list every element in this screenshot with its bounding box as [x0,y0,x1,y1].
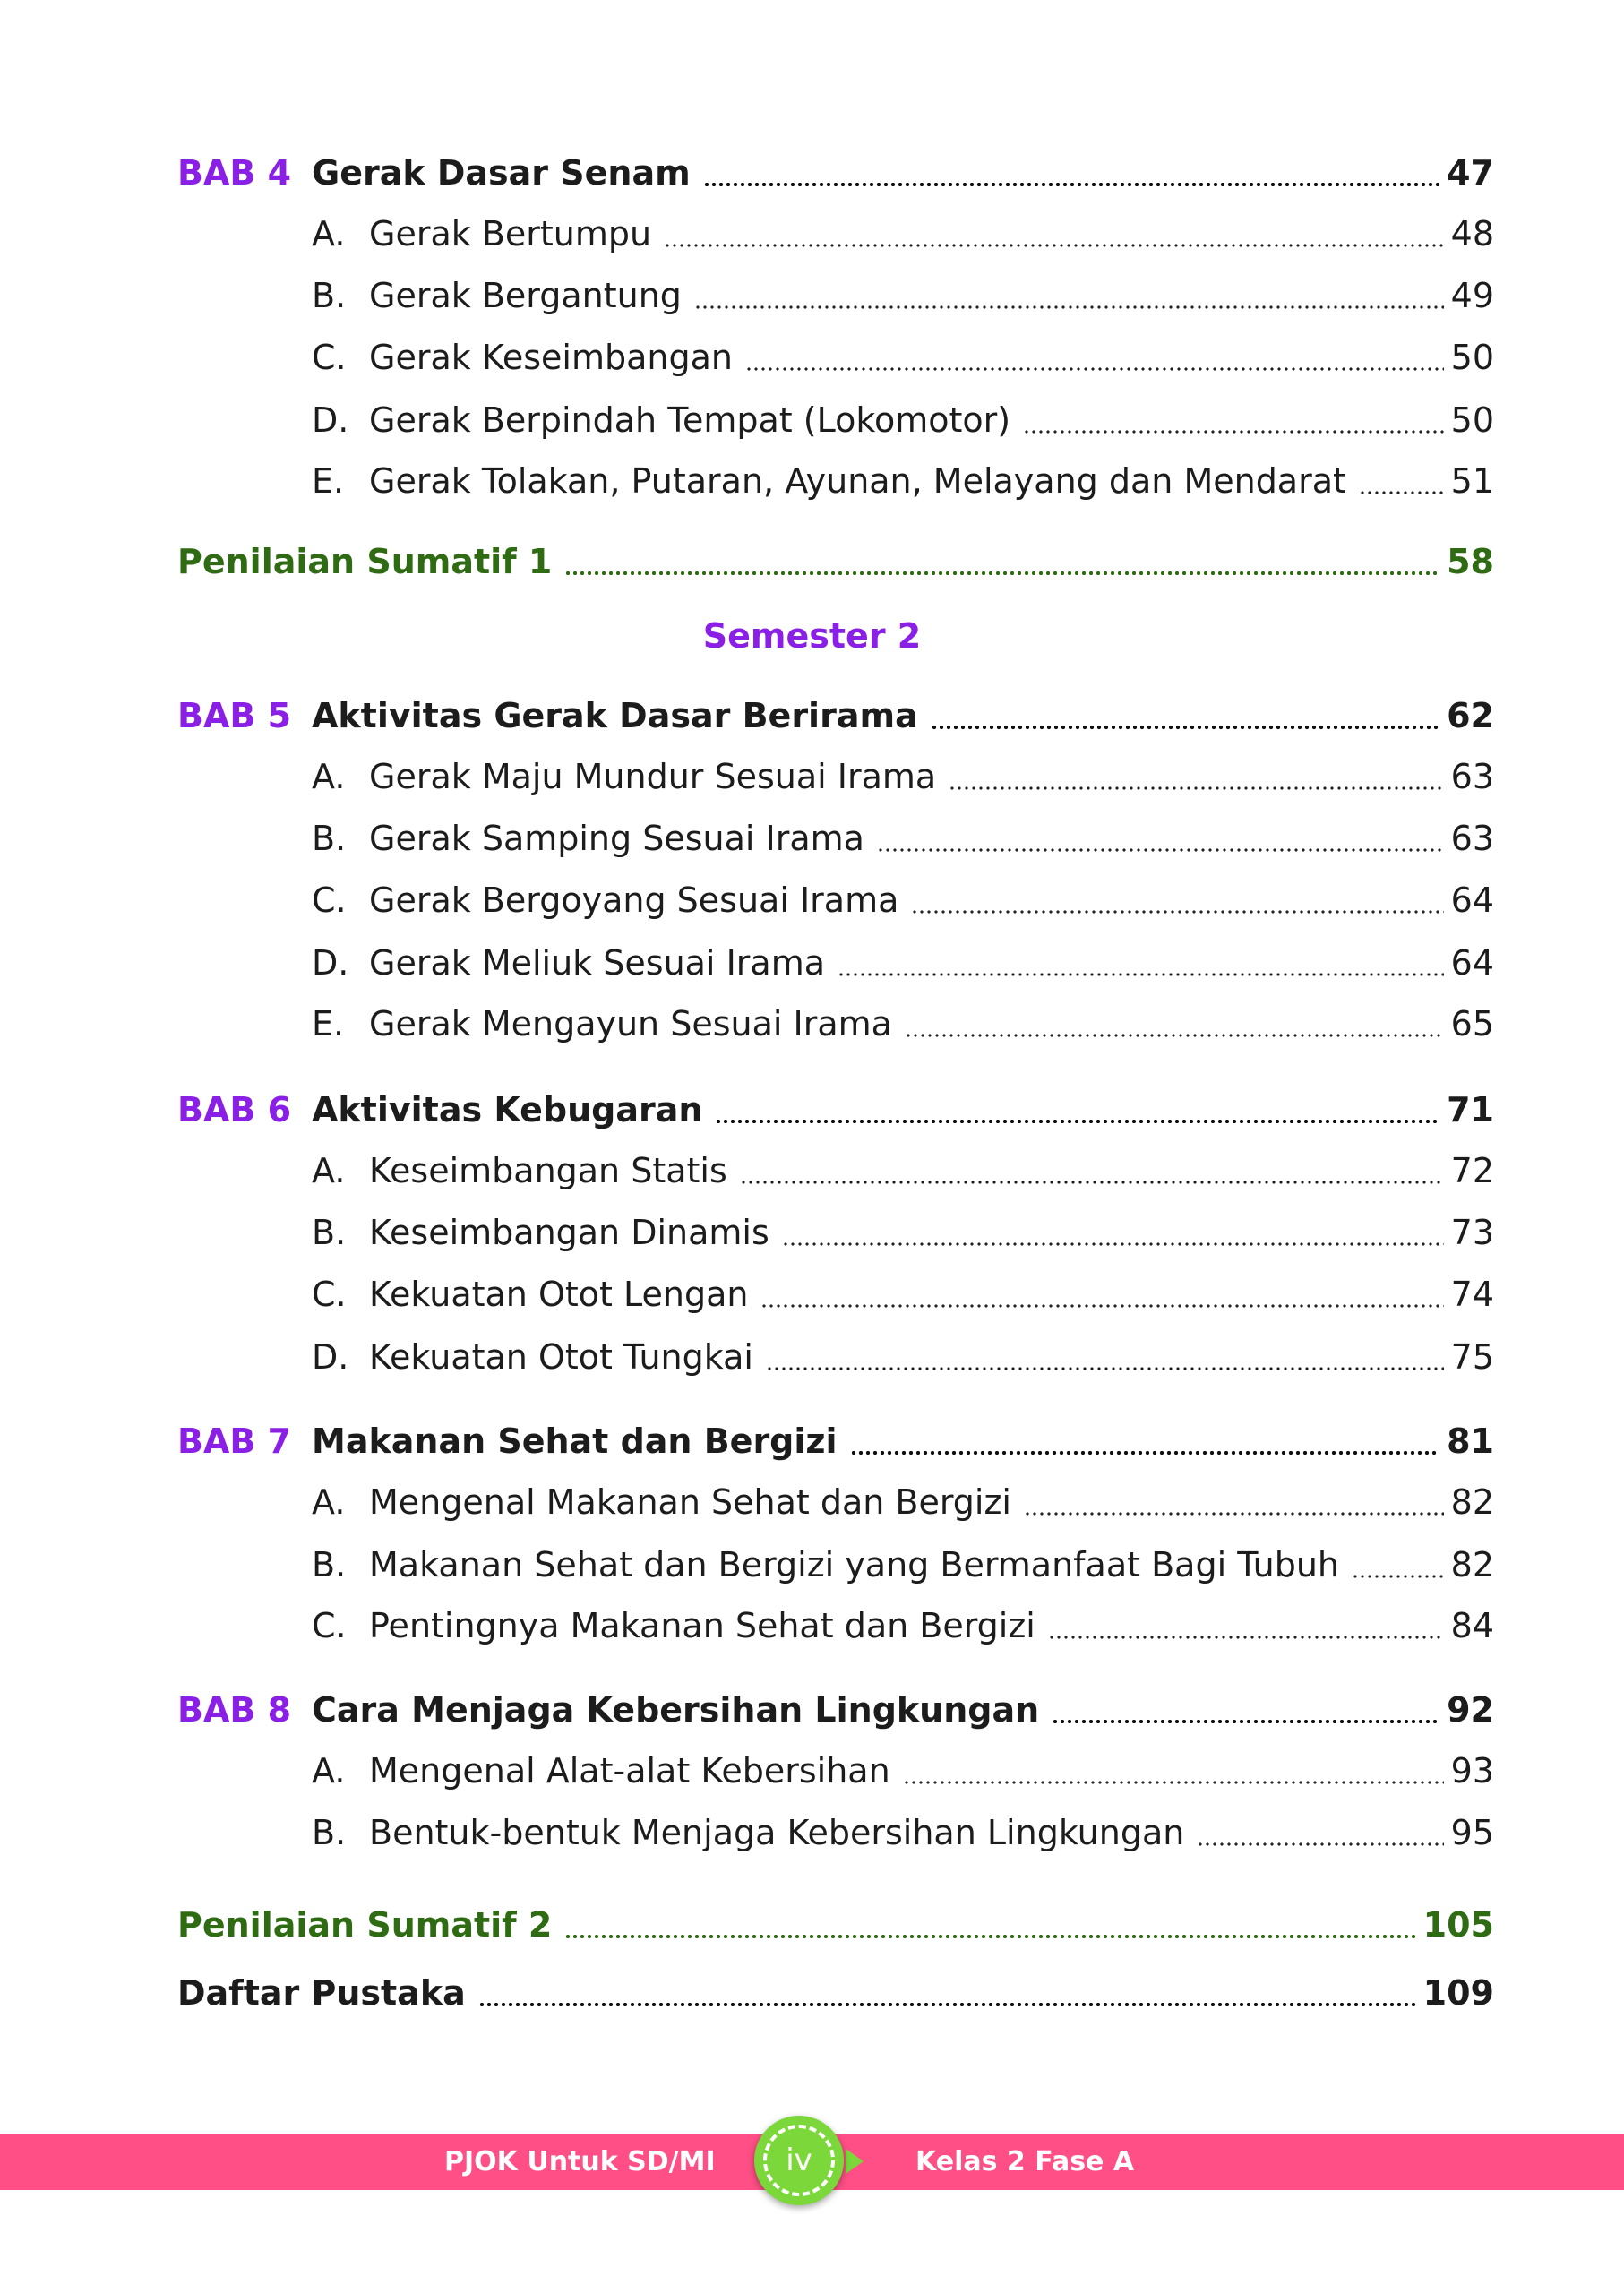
subsection-title: Gerak Samping Sesuai Irama [369,819,864,858]
subsection-title: Gerak Bertumpu [369,214,652,253]
page-number: 109 [1422,1973,1494,2013]
page-number: 92 [1447,1690,1494,1730]
leader-dots [745,367,1444,371]
toc-subsection[interactable] [177,812,1494,864]
toc-subsection[interactable] [177,1207,1494,1258]
toc-sumatif-2[interactable] [177,1899,1494,1951]
page-number: 63 [1450,757,1494,796]
leader-dots [877,848,1444,852]
page-number: 75 [1450,1337,1494,1377]
subsection-letter: E. [312,1004,345,1043]
page-number: 62 [1447,696,1494,735]
subsection-title: Gerak Tolakan, Putaran, Ayunan, Melayang dan Mendarat [369,461,1346,501]
page-number: 58 [1447,542,1494,581]
chapter-code: BAB 6 [177,1090,292,1129]
toc-chapter-bab8[interactable] [177,1684,1494,1736]
toc-subsection[interactable] [177,1268,1494,1320]
subsection-letter: D. [312,400,349,440]
toc-subsection[interactable] [177,394,1494,446]
leader-dots [1352,1575,1444,1578]
page-number: 84 [1450,1606,1494,1645]
chapter-title: Aktivitas Gerak Dasar Berirama [312,696,918,735]
subsection-letter: A. [312,1482,346,1522]
leader-dots [838,973,1444,976]
page-number: 48 [1450,214,1494,253]
toc-subsection[interactable] [177,1539,1494,1591]
subsection-letter: B. [312,1545,347,1584]
toc-subsection[interactable] [177,1145,1494,1197]
subsection-title: Kekuatan Otot Tungkai [369,1337,753,1377]
page-number: 81 [1447,1421,1494,1461]
leader-dots [740,1181,1444,1184]
toc-subsection[interactable] [177,455,1494,507]
subsection-letter: D. [312,1337,349,1377]
toc-subsection[interactable] [177,1745,1494,1797]
subsection-title: Keseimbangan Dinamis [369,1213,769,1252]
footer-grade: Kelas 2 Fase A [915,2146,1135,2177]
subsection-letter: A. [312,1751,346,1791]
chapter-code: BAB 8 [177,1690,292,1730]
chapter-code: BAB 4 [177,153,292,193]
leader-dots [1048,1636,1444,1639]
leader-dots [564,1935,1415,1938]
toc-subsection[interactable] [177,270,1494,322]
toc-subsection[interactable] [177,1476,1494,1528]
subsection-title: Keseimbangan Statis [369,1151,727,1190]
leader-dots [782,1242,1444,1246]
leader-dots [766,1367,1444,1370]
subsection-title: Pentingnya Makanan Sehat dan Bergizi [369,1606,1035,1645]
page-number: 82 [1450,1545,1494,1584]
leader-dots [903,1781,1444,1784]
leader-dots [1024,1512,1444,1516]
subsection-letter: A. [312,214,346,253]
subsection-title: Gerak Bergoyang Sesuai Irama [369,880,899,920]
leader-dots [949,786,1443,790]
page-number: 95 [1450,1813,1494,1852]
toc-subsection[interactable] [177,1331,1494,1383]
page-number: 105 [1422,1905,1494,1945]
page-number: 72 [1450,1151,1494,1190]
page-number: 64 [1450,943,1494,983]
footer-book-title: PJOK Untuk SD/MI [444,2146,716,2177]
leader-dots [564,571,1439,575]
page-number: 47 [1447,153,1494,193]
subsection-title: Mengenal Alat-alat Kebersihan [369,1751,890,1791]
subsection-letter: C. [312,1606,347,1645]
toc-subsection[interactable] [177,208,1494,260]
daftar-pustaka-title: Daftar Pustaka [177,1973,466,2013]
subsection-letter: C. [312,1275,347,1314]
chapter-title: Makanan Sehat dan Bergizi [312,1421,838,1461]
page-number: 49 [1450,276,1494,315]
leader-dots [703,183,1439,186]
toc-subsection[interactable] [177,331,1494,383]
semester-heading: Semester 2 [702,616,922,656]
toc-chapter-bab6[interactable] [177,1084,1494,1136]
page-number-badge [754,2116,844,2205]
subsection-title: Makanan Sehat dan Bergizi yang Bermanfaat Bagi Tubuh [369,1545,1340,1584]
subsection-letter: B. [312,1813,347,1852]
page-number: 73 [1450,1213,1494,1252]
leader-dots [905,1034,1444,1037]
toc-subsection[interactable] [177,751,1494,803]
sumatif-title: Penilaian Sumatif 2 [177,1905,553,1945]
page-number: 63 [1450,819,1494,858]
subsection-letter: C. [312,880,347,920]
leader-dots [694,305,1444,309]
subsection-letter: B. [312,819,347,858]
page-number: 74 [1450,1275,1494,1314]
subsection-title: Gerak Mengayun Sesuai Irama [369,1004,892,1043]
subsection-letter: B. [312,276,347,315]
subsection-letter: D. [312,943,349,983]
subsection-letter: C. [312,338,347,377]
chapter-title: Gerak Dasar Senam [312,153,691,193]
toc-daftar-pustaka[interactable] [177,1967,1494,2019]
chapter-title: Aktivitas Kebugaran [312,1090,703,1129]
leader-dots [715,1120,1439,1123]
leader-dots [760,1304,1443,1308]
toc-subsection[interactable] [177,1807,1494,1859]
chapter-code: BAB 7 [177,1421,292,1461]
toc-chapter-bab5[interactable] [177,690,1494,742]
toc-sumatif-1[interactable] [177,536,1494,588]
leader-dots [1359,491,1444,494]
subsection-letter: B. [312,1213,347,1252]
leader-dots [1023,430,1444,434]
toc-subsection[interactable] [177,874,1494,926]
toc-chapter-bab7[interactable] [177,1415,1494,1467]
sumatif-title: Penilaian Sumatif 1 [177,542,553,581]
leader-dots [911,910,1443,914]
subsection-letter: E. [312,461,345,501]
page-number: 93 [1450,1751,1494,1791]
page-number: 50 [1450,400,1494,440]
subsection-letter: A. [312,1151,346,1190]
chapter-code: BAB 5 [177,696,292,735]
leader-dots [478,2003,1416,2006]
subsection-title: Gerak Meliuk Sesuai Irama [369,943,825,983]
subsection-title: Gerak Bergantung [369,276,682,315]
subsection-title: Gerak Keseimbangan [369,338,733,377]
subsection-letter: A. [312,757,346,796]
subsection-title: Kekuatan Otot Lengan [369,1275,749,1314]
page-number: 65 [1450,1004,1494,1043]
chapter-title: Cara Menjaga Kebersihan Lingkungan [312,1690,1040,1730]
page-number: 71 [1447,1090,1494,1129]
toc-subsection[interactable] [177,937,1494,989]
page-number: 51 [1450,461,1494,501]
page-number-roman: iv [763,2125,835,2196]
badge-arrow-icon [846,2149,864,2174]
subsection-title: Gerak Berpindah Tempat (Lokomotor) [369,400,1011,440]
subsection-title: Bentuk-bentuk Menjaga Kebersihan Lingkungan [369,1813,1185,1852]
toc-subsection[interactable] [177,1600,1494,1652]
toc-subsection[interactable] [177,998,1494,1050]
page-number: 50 [1450,338,1494,377]
leader-dots [931,726,1439,729]
leader-dots [1052,1720,1439,1723]
toc-chapter-bab4[interactable] [177,147,1494,199]
leader-dots [1197,1842,1443,1846]
leader-dots [664,244,1444,247]
subsection-title: Mengenal Makanan Sehat dan Bergizi [369,1482,1011,1522]
page-number: 64 [1450,880,1494,920]
subsection-title: Gerak Maju Mundur Sesuai Irama [369,757,937,796]
leader-dots [850,1451,1440,1455]
page-number: 82 [1450,1482,1494,1522]
